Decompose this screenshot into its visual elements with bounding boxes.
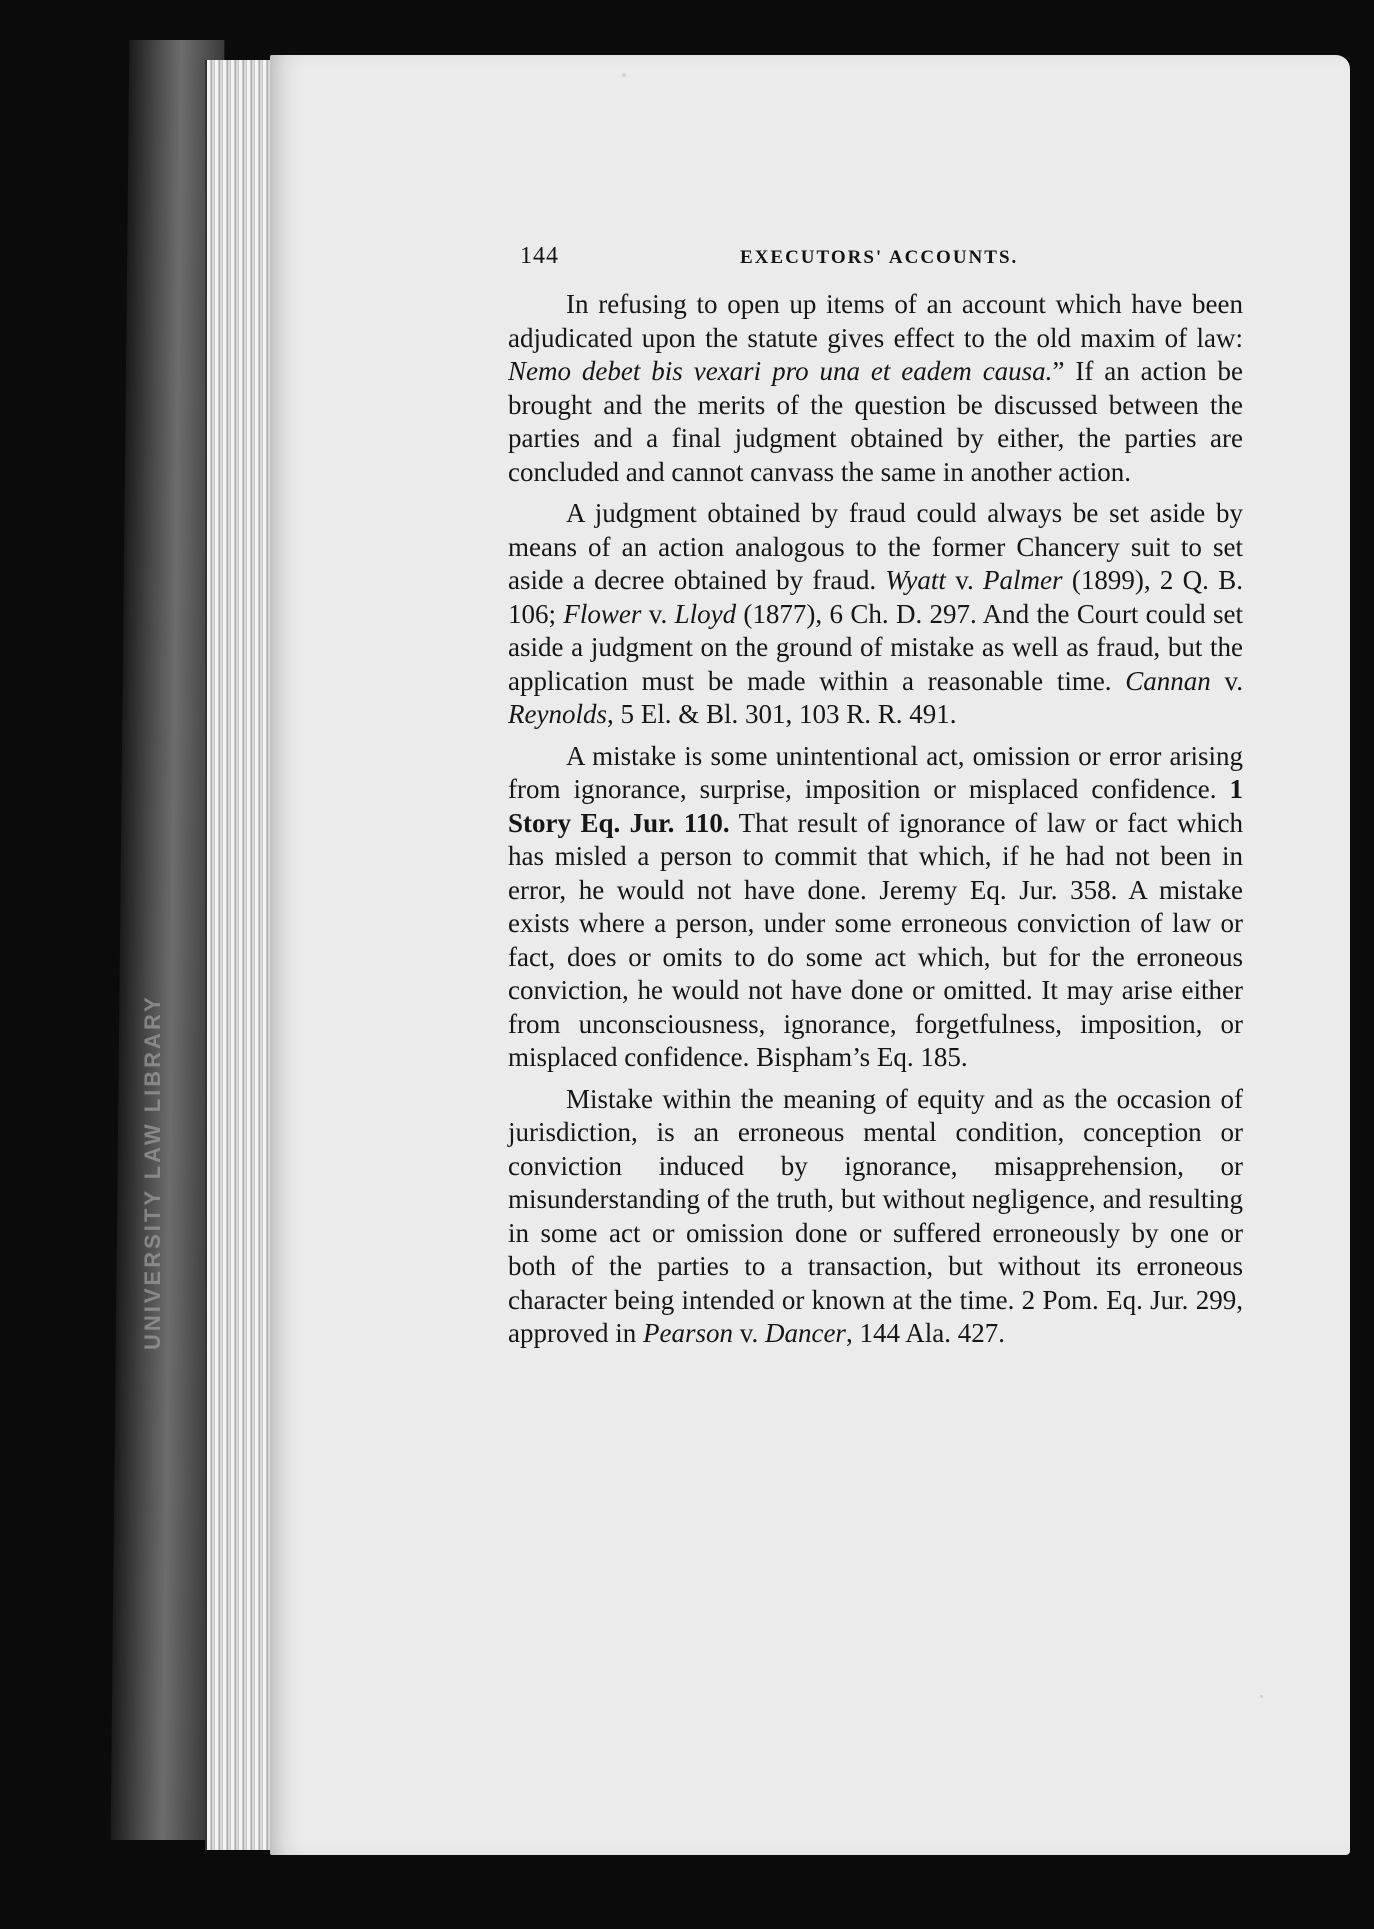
paragraph-2 (508, 497, 1243, 732)
spine-label: UNIVERSITY LAW LIBRARY (140, 994, 165, 1350)
italic-citation: Lloyd (674, 598, 737, 629)
italic-citation: Nemo debet bis vexari pro una et eadem causa. (508, 356, 1053, 386)
text-segment: That result of ignorance of law or fact which has misled a person to commit that which, if he had not been in error, he would not have done. Jeremy Eq. Jur. 358. A mistake exists where a person, under some erroneous conviction of law or fact, does or omits to do some act which, but for the erroneous conviction, he would not have done or omitted. It may arise either from unconsciousness, ignorance, forgetfulness, imposition, or misplaced confidence. Bispham’s Eq. 185. (508, 807, 1243, 1072)
text-segment: v. (945, 565, 984, 595)
italic-citation: Cannan (1125, 665, 1211, 696)
paragraph-1 (508, 288, 1243, 489)
text-segment: 1 Story Eq. Jur. 110. (508, 774, 1243, 838)
body-text (508, 288, 1243, 1359)
text-segment: ” If an action be brought and the merits of the question be discussed between the parties and a final judgment obtained by either, the parties are concluded and cannot canvass the same in another action. (508, 356, 1243, 487)
paragraph-3 (508, 740, 1243, 1075)
paper-speck (1260, 1695, 1263, 1698)
page-number: 144 (520, 243, 559, 269)
running-head: EXECUTORS' ACCOUNTS. (740, 247, 1019, 268)
text-segment: (1877), 6 Ch. D. 297. And the Court could set aside a judgment on the ground of mistake as well as fraud, but the application must be made within a reasonable time. (508, 598, 1244, 696)
italic-citation: Dancer (764, 1318, 846, 1348)
text-segment: v. (732, 1318, 765, 1348)
text-segment: Mistake within the meaning of equity and as the occasion of jurisdiction, is an erroneous mental condition, conception or conviction induced by ignorance, misapprehension, or misunderstanding of the truth, but without negligence, and resulting in some act or omission done or suffered erroneously by one or both of the parties to a transaction, but without its erroneous character being intended or known at the time. 2 Pom. Eq. Jur. 299, approved in (508, 1083, 1243, 1348)
italic-citation: Pearson (642, 1318, 733, 1348)
italic-citation: Reynolds (508, 699, 607, 729)
italic-citation: Flower (563, 598, 642, 629)
text-segment: A mistake is some unintentional act, omission or error arising from ignorance, surprise, imposition or misplaced confidence. (508, 740, 1243, 804)
text-segment: v. (1210, 665, 1243, 696)
text-segment: In refusing to open up items of an account which have been adjudicated upon the statute gives effect to the old maxim of law: (508, 289, 1243, 353)
text-segment: A judgment obtained by fraud could always be set aside by means of an action analogous to the former Chancery suit to set aside a decree obtained by fraud. (508, 498, 1243, 595)
text-segment: v. (641, 598, 675, 629)
paper-speck (622, 73, 626, 77)
page-header (500, 243, 1040, 279)
italic-citation: Palmer (983, 565, 1063, 595)
text-segment: , 144 Ala. 427. (845, 1318, 1005, 1348)
text-segment: , 5 El. & Bl. 301, 103 R. R. 491. (606, 699, 957, 729)
text-segment: (1899), 2 Q. B. 106; (508, 565, 1244, 629)
paragraph-4 (508, 1083, 1243, 1351)
italic-citation: Wyatt (885, 565, 946, 595)
